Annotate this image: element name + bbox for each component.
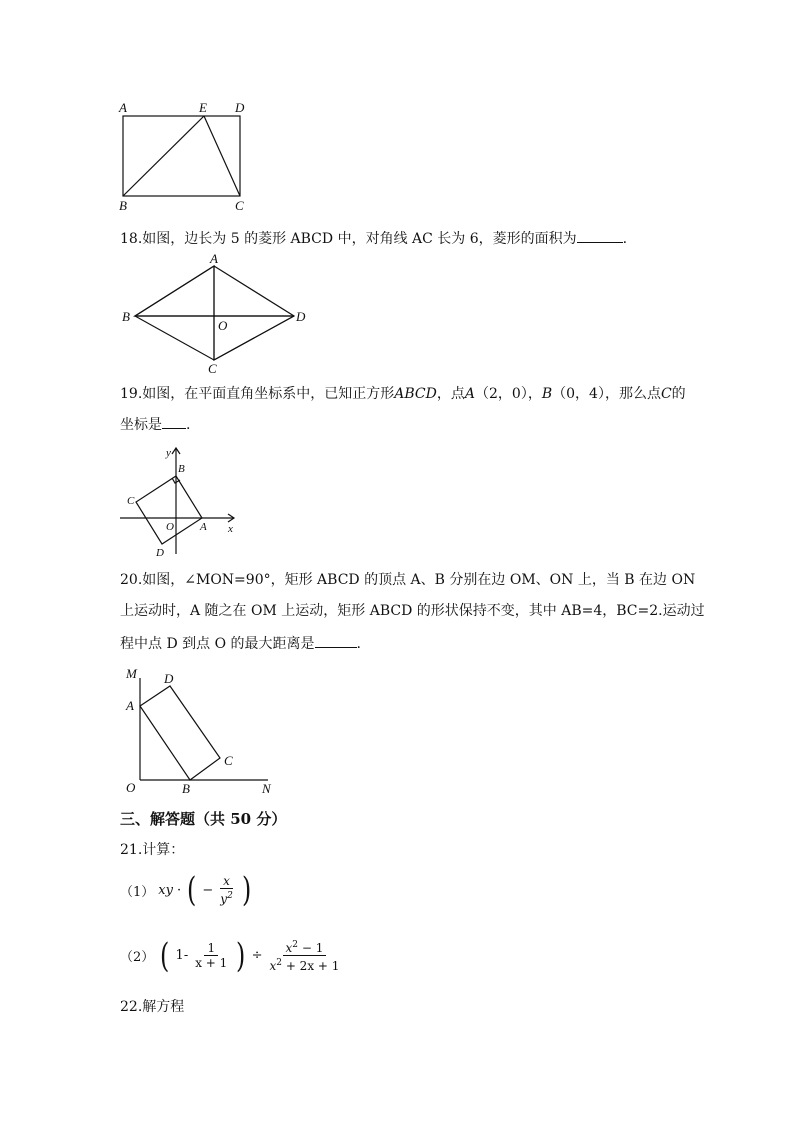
label-c: C	[224, 753, 233, 768]
right-paren: )	[241, 870, 252, 910]
label-a: A	[210, 251, 218, 266]
question-20-line-2: 上运动时，A 随之在 OM 上运动，矩形 ABCD 的形状保持不变，其中 AB=4，BC=2.运动过	[120, 603, 705, 619]
question-18: 18.如图，边长为 5 的菱形 ABCD 中，对角线 AC 长为 6，菱形的面积为 .	[120, 228, 627, 249]
fraction-1-over-x-plus-1: $\frac{1}{x + 1}$	[195, 941, 228, 970]
question-21-title: 21.计算：	[120, 842, 185, 858]
question-19-line-2: 坐标是 .	[120, 414, 190, 435]
label-b: B	[182, 781, 190, 796]
segment-be	[123, 116, 204, 196]
label-o: O	[126, 780, 136, 795]
label-y: y	[166, 447, 171, 459]
label-o: O	[166, 521, 174, 533]
answer-blank-18	[577, 228, 623, 243]
answer-blank-20	[315, 633, 357, 648]
label-e: E	[199, 100, 207, 115]
label-b: B	[119, 198, 127, 213]
right-paren: )	[236, 935, 246, 976]
label-c: C	[235, 198, 244, 213]
label-a: A	[200, 521, 207, 533]
left-paren: (	[187, 870, 197, 910]
question-20-line-3: 程中点 D 到点 O 的最大距离是 .	[120, 633, 361, 654]
label-d: D	[156, 547, 164, 559]
section-heading-3: 三、解答题（共 50 分）	[120, 810, 287, 828]
label-d: D	[296, 309, 306, 324]
left-paren: (	[160, 935, 170, 976]
label-c: C	[127, 495, 135, 507]
question-21-part-1: （1） xy · ( − $\frac{x}{y^2}$ )	[120, 870, 252, 910]
label-o: O	[218, 318, 228, 333]
label-x: x	[228, 523, 233, 535]
label-c: C	[208, 361, 217, 376]
fraction-x2-minus-1-over-x2-plus-2x-plus-1: $\frac{x^2 - 1}{x^2 + 2x + 1}$	[269, 940, 340, 973]
answer-blank-19	[162, 414, 186, 429]
segment-ec	[204, 116, 240, 196]
question-21-part-2: （2） ( 1- $\frac{1}{x + 1}$ ) ÷ $\frac{x^2 - 1}{x^2 + 2x + 1}$	[120, 938, 342, 973]
figure-20-sliding-rectangle	[120, 664, 285, 800]
label-b: B	[122, 309, 130, 324]
figure-17-rectangle	[115, 98, 255, 218]
question-19-line-1: 19.如图，在平面直角坐标系中，已知正方形ABCD，点A（2，0），B（0，4），那么点C的	[120, 386, 686, 402]
label-m: M	[126, 666, 137, 681]
question-20-line-1: 20.如图，∠MON=90°，矩形 ABCD 的顶点 A、B 分别在边 OM、ON 上，当 B 在边 ON	[120, 572, 696, 588]
label-n: N	[262, 781, 271, 796]
label-b: B	[178, 463, 185, 475]
label-d: D	[164, 671, 174, 686]
fraction-x-over-y2: $\frac{x}{y^2}$	[220, 874, 233, 906]
label-a: A	[126, 698, 134, 713]
figure-18-rhombus	[118, 252, 318, 377]
figure-19-coordinate-square	[118, 442, 243, 560]
label-a: A	[119, 100, 127, 115]
rectangle-abcd	[140, 686, 220, 780]
question-22: 22.解方程	[120, 999, 185, 1015]
square-abcd	[136, 476, 202, 544]
label-d: D	[235, 100, 245, 115]
